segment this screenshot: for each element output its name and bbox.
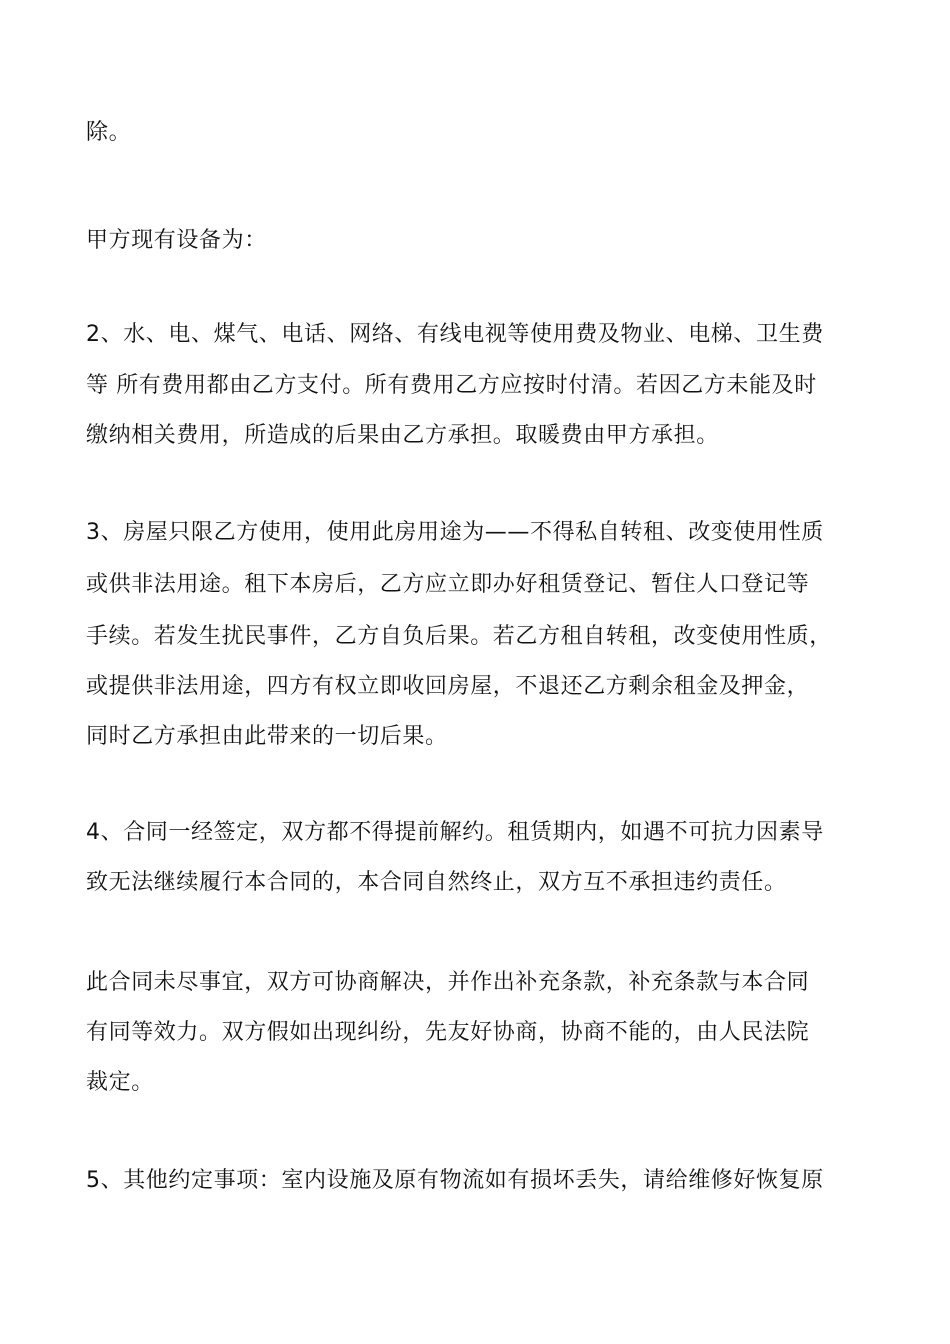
text-line: 裁定。	[86, 1070, 154, 1095]
text-line: 或供非法用途。租下本房后，乙方应立即办好租赁登记、暂住人口登记等	[86, 572, 810, 597]
text-line: 致无法继续履行本合同的，本合同自然终止，双方互不承担违约责任。	[86, 870, 787, 895]
text-line: 2、水、电、煤气、电话、网络、有线电视等使用费及物业、电梯、卫生费	[86, 322, 824, 347]
text-line: 或提供非法用途，四方有权立即收回房屋，不退还乙方剩余租金及押金，	[86, 674, 810, 699]
text-line: 有同等效力。双方假如出现纠纷，先友好协商，协商不能的，由人民法院	[86, 1020, 810, 1045]
text-line: 除。	[86, 120, 132, 145]
text-line: 缴纳相关费用，所造成的后果由乙方承担。取暖费由甲方承担。	[86, 423, 719, 448]
text-line: 甲方现有设备为：	[86, 228, 267, 253]
text-line: 4、合同一经签定，双方都不得提前解约。租赁期内，如遇不可抗力因素导	[86, 820, 824, 845]
text-line: 同时乙方承担由此带来的一切后果。	[86, 724, 448, 749]
text-line: 等 所有费用都由乙方支付。所有费用乙方应按时付清。若因乙方未能及时	[86, 373, 817, 398]
text-line: 5、其他约定事项：室内设施及原有物流如有损坏丢失，请给维修好恢复原	[86, 1168, 824, 1193]
text-line: 此合同未尽事宜，双方可协商解决，并作出补充条款，补充条款与本合同	[86, 970, 810, 995]
text-line: 3、房屋只限乙方使用，使用此房用途为——不得私自转租、改变使用性质	[86, 520, 824, 545]
text-line: 手续。若发生扰民事件，乙方自负后果。若乙方租自转租，改变使用性质，	[86, 624, 832, 649]
